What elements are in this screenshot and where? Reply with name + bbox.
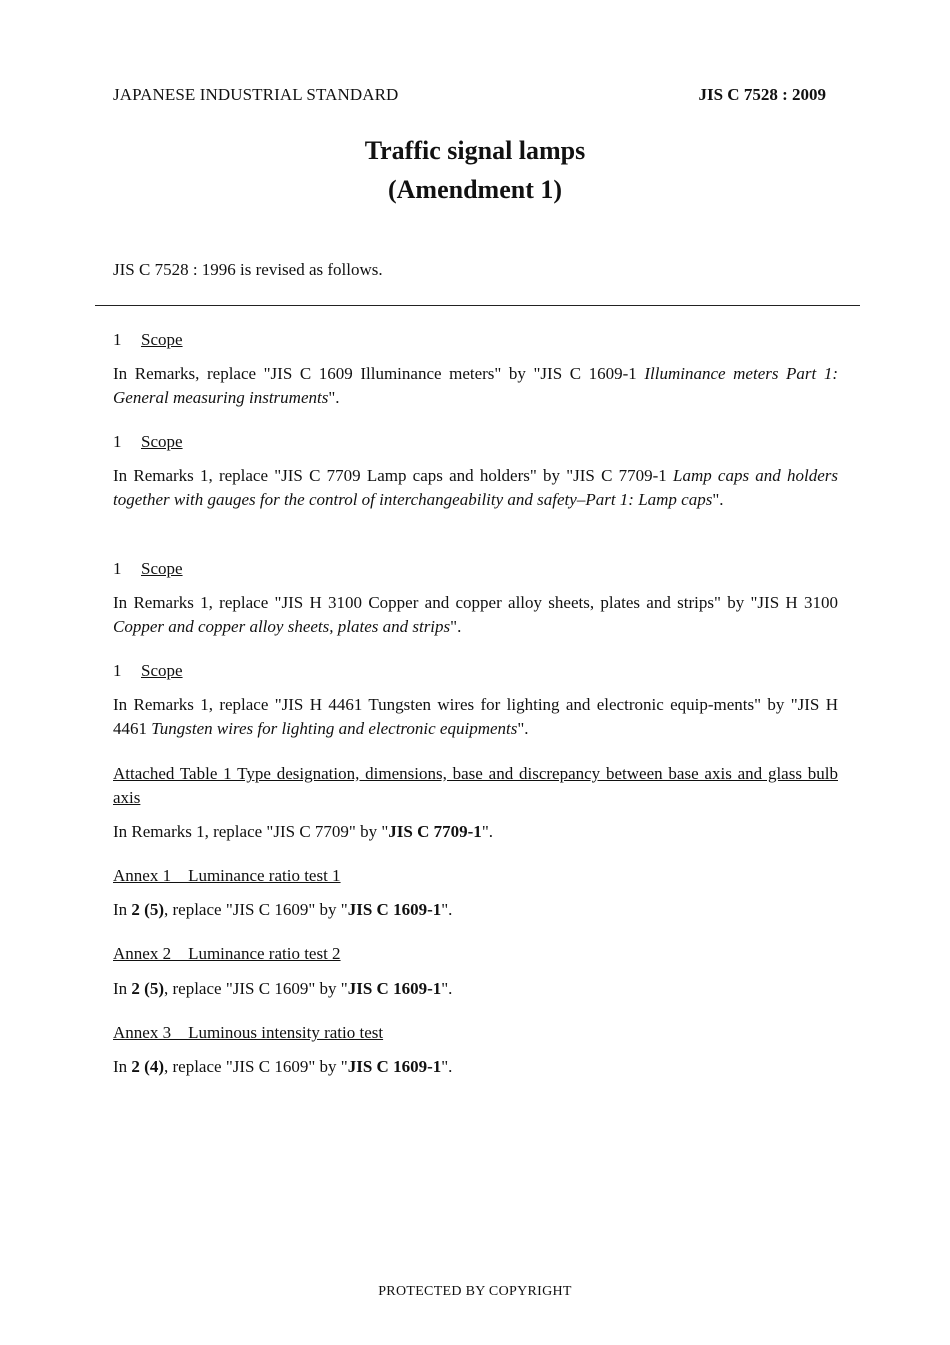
paragraph-text: In Remarks, replace "JIS C 1609 Illuminance meters" by "JIS C 1609-1 [113,364,645,383]
attached-table-heading: Attached Table 1 Type designation, dimensions, base and discrepancy between base axis and glass bulb axis [113,764,838,807]
section-number: 1 [113,559,122,578]
paragraph-text: In Remarks 1, replace "JIS H 4461 Tungsten wires for lighting and electronic equip-ments" by "JIS H 4461 [113,695,838,738]
paragraph-bold-ref: JIS C 7709-1 [388,822,482,841]
section-title: Scope [141,559,183,578]
section-heading [113,661,183,681]
clause-ref: 2 (5) [131,979,164,998]
section-heading [113,330,183,350]
paragraph-text: In Remarks 1, replace "JIS C 7709 Lamp caps and holders" by "JIS C 7709-1 [113,466,673,485]
clause-ref: 2 (4) [131,1057,164,1076]
paragraph-bold-ref: JIS C 1609-1 [347,900,442,919]
paragraph-end: ". [441,900,453,919]
paragraph-bold-ref: JIS C 1609-1 [347,979,442,998]
paragraph-end: ". [712,490,724,509]
document-title: Traffic signal lamps [364,136,586,165]
paragraph-italic-title: Lamp caps and holders together with gauges for the control of interchangeability and safety–Part 1: Lamp caps [113,466,838,509]
paragraph-end: ". [328,388,340,407]
paragraph-text: In Remarks 1, replace "JIS H 3100 Copper and copper alloy sheets, plates and strips" by "JIS H 3100 [113,593,838,612]
paragraph-end: ". [450,617,462,636]
paragraph-text: , replace "JIS C 1609" by " [164,1057,348,1076]
paragraph-text: In Remarks 1, replace "JIS C 7709" by " [113,822,389,841]
section-paragraph [113,362,838,410]
section-heading [113,559,183,579]
paragraph-italic-title: Tungsten wires for lighting and electronic equipments [151,719,518,738]
paragraph-end: ". [481,822,494,841]
paragraph-end: ". [441,1057,453,1076]
annex-heading: Annex 2 Luminance ratio test 2 [113,944,341,963]
paragraph-text: In [113,979,132,998]
annex-paragraph [113,898,838,922]
standard-label: JAPANESE INDUSTRIAL STANDARD [113,85,399,104]
section-paragraph [113,693,838,741]
paragraph-text: In [113,900,132,919]
paragraph-italic-title: Illuminance meters Part 1: General measuring instruments [113,364,839,407]
section-title: Scope [141,432,183,451]
section-title: Scope [141,661,183,680]
section-title: Scope [141,330,183,349]
paragraph-end: ". [441,979,453,998]
paragraph-text: In [113,1057,132,1076]
page-header [113,85,826,107]
section-heading [113,432,183,452]
section-number: 1 [113,661,122,680]
annex-paragraph [113,977,838,1001]
section-number: 1 [113,330,122,349]
paragraph-end: ". [517,719,529,738]
intro-text: JIS C 7528 : 1996 is revised as follows. [113,260,383,279]
attached-table-paragraph [113,820,838,844]
annex-heading: Annex 1 Luminance ratio test 1 [113,866,341,885]
document-subtitle: (Amendment 1) [387,175,563,204]
clause-ref: 2 (5) [131,900,164,919]
paragraph-text: , replace "JIS C 1609" by " [164,979,348,998]
paragraph-bold-ref: JIS C 1609-1 [347,1057,442,1076]
horizontal-rule [95,305,860,306]
section-paragraph [113,591,838,639]
paragraph-italic-title: Copper and copper alloy sheets, plates and strips [113,617,451,636]
paragraph-text: , replace "JIS C 1609" by " [164,900,348,919]
copyright-footer: PROTECTED BY COPYRIGHT [378,1284,572,1299]
section-paragraph [113,464,838,512]
annex-paragraph [113,1055,838,1079]
annex-heading: Annex 3 Luminous intensity ratio test [113,1023,384,1042]
standard-number: JIS C 7528 : 2009 [698,85,826,104]
section-number: 1 [113,432,122,451]
